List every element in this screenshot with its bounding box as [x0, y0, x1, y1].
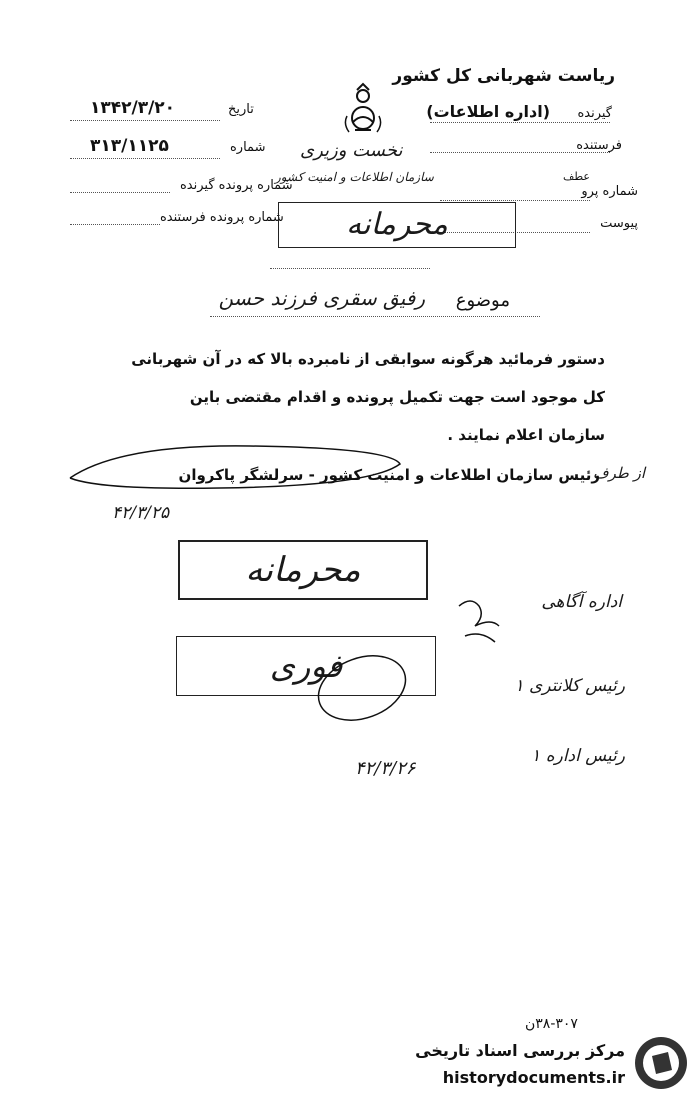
body-line-3: سازمان اعلام نمایند .: [447, 426, 605, 444]
signature-circle: [60, 438, 420, 494]
website-text: historydocuments.ir: [442, 1068, 625, 1087]
signature-line: رئیس سازمان اطلاعات و امنیت کشور - سرلشگر پاکروان: [178, 466, 600, 484]
department-title: (اداره اطلاعات): [426, 102, 550, 121]
handwritten-date-1: ۴۲/۳/۲۵: [112, 503, 170, 523]
confidential-stamp-top-text: محرمانه: [346, 207, 448, 242]
sender-label: فرستنده: [576, 138, 622, 153]
ref-label: عطف: [563, 170, 590, 183]
urgent-stamp-text: فوری: [269, 647, 343, 685]
subject-dots-top: [270, 268, 430, 269]
date-line: [70, 120, 220, 121]
subject-value: رفیق سقری فرزند حسن: [218, 286, 425, 310]
number-line: [70, 158, 220, 159]
handwritten-note-2: رئیس کلانتری ۱: [514, 676, 625, 696]
handwritten-note-3: رئیس اداره ۱: [531, 746, 625, 766]
number-label: شماره: [230, 140, 266, 155]
date-label: تاریخ: [228, 102, 254, 117]
sender-file-line: [70, 224, 160, 225]
receiver-line: [430, 122, 610, 123]
confidential-stamp-middle-text: محرمانه: [245, 550, 361, 590]
lion-sun-emblem-icon: [335, 82, 391, 138]
file-line: [440, 200, 590, 201]
center-name: مرکز بررسی اسناد تاریخی: [415, 1041, 625, 1060]
subject-line: [210, 316, 540, 317]
body-line-2: کل موجود است جهت تکمیل پرونده و اقدام مقتضی باین: [189, 388, 605, 406]
sender-line: [430, 152, 610, 153]
receiver-label: گیرنده: [577, 106, 612, 121]
date-value: ۱۳۴۲/۳/۲۰: [90, 98, 176, 118]
receiver-file-label: شماره پرونده گیرنده: [180, 178, 293, 193]
signature-scribble-icon: [455, 596, 505, 648]
sender-file-label: شماره پرونده فرستنده: [160, 210, 284, 225]
subject-label: موضوع: [455, 290, 510, 311]
archive-code: ۳۸-۳۰۷ن: [525, 1016, 578, 1032]
confidential-stamp-middle: [178, 540, 428, 600]
receiver-file-line: [70, 192, 170, 193]
file-label: شماره پرو: [581, 184, 638, 199]
number-value: ۳۱۳/۱۱۲۵: [90, 136, 169, 156]
org-title: ریاست شهربانی کل کشور: [392, 66, 615, 86]
archive-logo-icon: [632, 1034, 690, 1092]
attachment-label: پیوست: [600, 216, 638, 231]
signature-prefix: از طرف: [593, 464, 645, 482]
urgent-scribble-icon: [312, 648, 432, 728]
emblem-caption: سازمان اطلاعات و امنیت کشور: [275, 170, 434, 184]
handwritten-date-2: ۴۲/۳/۲۶: [355, 758, 416, 779]
handwritten-note-1: اداره آگاهی: [541, 592, 622, 612]
confidential-stamp-top: [278, 202, 516, 248]
prime-minister-text: نخست وزیری: [300, 140, 403, 161]
body-line-1: دستور فرمائید هرگونه سوابقی از نامبرده بالا که در آن شهربانی: [131, 350, 605, 368]
